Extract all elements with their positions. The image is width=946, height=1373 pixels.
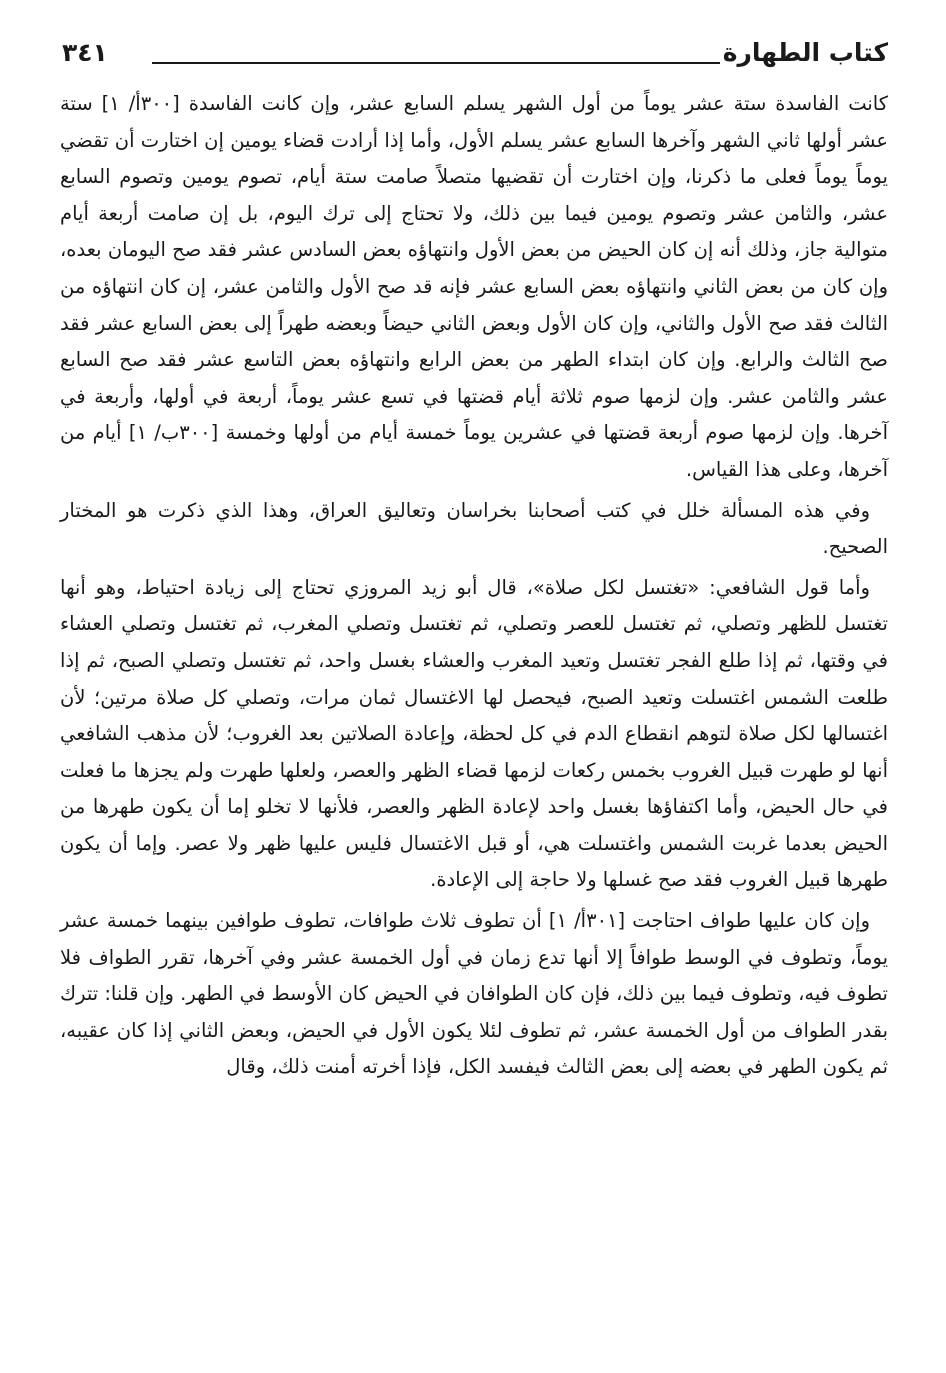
page-number: ٣٤١ — [62, 38, 108, 67]
paragraph-4: وإن كان عليها طواف احتاجت [٣٠١أ/ ١] أن تطوف ثلاث طوافات، تطوف طوافين بينهما خمسة عشر يوماً، وتطوف في الوسط طوافاً إلا أنها تدع زمان في أول الخمسة عشر وفي آخرها، تقرر الطواف فلا تطوف فيه، وتطوف فيما بين ذلك، فإن كان الطوافان في الحيض كان الأوسط في الطهر. وإن قلنا: تترك بقدر الطواف من أول الخمسة عشر، ثم تطوف لئلا يكون الأول في الحيض، وبعض الثاني إذا كان عقيبه، ثم يكون الطهر في بعضه إلى بعض الثالث فيفسد الكل، فإذا أخرته أمنت ذلك، وقال — [60, 909, 888, 1079]
paragraph-3: وأما قول الشافعي: «تغتسل لكل صلاة»، قال أبو زيد المروزي تحتاج إلى زيادة احتياط، وهو أنها تغتسل للظهر وتصلي، ثم تغتسل للعصر وتصلي، ثم تغتسل وتصلي المغرب، ثم تغتسل وتصلي العشاء في وقتها، ثم إذا طلع الفجر تغتسل وتعيد المغرب والعشاء بغسل واحد، ثم تغتسل وتصلي الصبح، ثم إذا طلعت الشمس اغتسلت وتعيد الصبح، فيحصل لها الاغتسال ثمان مرات، وتصلي كل صلاة مرتين؛ لأن اغتسالها لكل صلاة لتوهم انقطاع الدم في كل لحظة، وإعادة الصلاتين بعد الغروب؛ لأن مذهب الشافعي أنها لو طهرت قبيل الغروب بخمس ركعات لزمها قضاء الظهر والعصر، ولعلها طهرت ولم يجزها ما فعلت في حال الحيض، وأما اكتفاؤها بغسل واحد لإعادة الظهر والعصر، فلأنها لا تخلو إما أن يكون طهرها من الحيض بعدما غربت الشمس واغتسلت هي، أو قبل الاغتسال فليس عليها ظهر ولا عصر. وإما أن يكون طهرها قبيل الغروب فقد صح غسلها ولا حاجة إلى الإعادة. — [60, 575, 888, 892]
paragraph-1: كانت الفاسدة ستة عشر يوماً من أول الشهر يسلم السابع عشر، وإن كانت الفاسدة [٣٠٠أ/ ١] ستة عشر أولها ثاني الشهر وآخرها السابع عشر يسلم الأول، وأما إذا أرادت قضاء يومين إن اختارت أن تقضي يوماً يوماً فعلى ما ذكرنا، وإن اختارت أن تقضيها متصلاً صامت ستة أيام، تصوم يومين وتصوم السابع عشر، والثامن عشر وتصوم يومين فيما بين ذلك، ولا تحتاج إلى ترك اليوم، بل إن صامت أربعة أيام متوالية جاز، وذلك أنه إن كان الحيض من بعض الأول وانتهاؤه بعض السادس عشر فقد صح اليومان بعده، وإن كان من بعض الثاني وانتهاؤه بعض السابع عشر فإنه قد صح الأول والثامن عشر، إن كان انتهاؤه من الثالث فقد صح الأول والثاني، وإن كان الأول وبعض الثاني حيضاً وبعضه طهراً إلى بعض السابع عشر فقد صح الثالث والرابع. وإن كان ابتداء الطهر من بعض الرابع وانتهاؤه بعض التاسع عشر فقد صح السابع عشر والثامن عشر. وإن لزمها صوم ثلاثة أيام قضتها في تسع عشر يوماً، أربعة في أولها، وأربعة في آخرها. وإن لزمها صوم أربعة قضتها في عشرين يوماً خمسة أيام من أولها وخمسة [٣٠٠ب/ ١] أيام من آخرها، وعلى هذا القياس. — [60, 92, 889, 481]
header-rule — [152, 62, 720, 64]
page-header — [62, 38, 888, 88]
paragraph-2: وفي هذه المسألة خلل في كتب أصحابنا بخراسان وتعاليق العراق، وهذا الذي ذكرت هو المختار الصحيح. — [60, 498, 888, 559]
body-text — [60, 86, 888, 1086]
chapter-title: كتاب الطهارة — [722, 38, 888, 67]
